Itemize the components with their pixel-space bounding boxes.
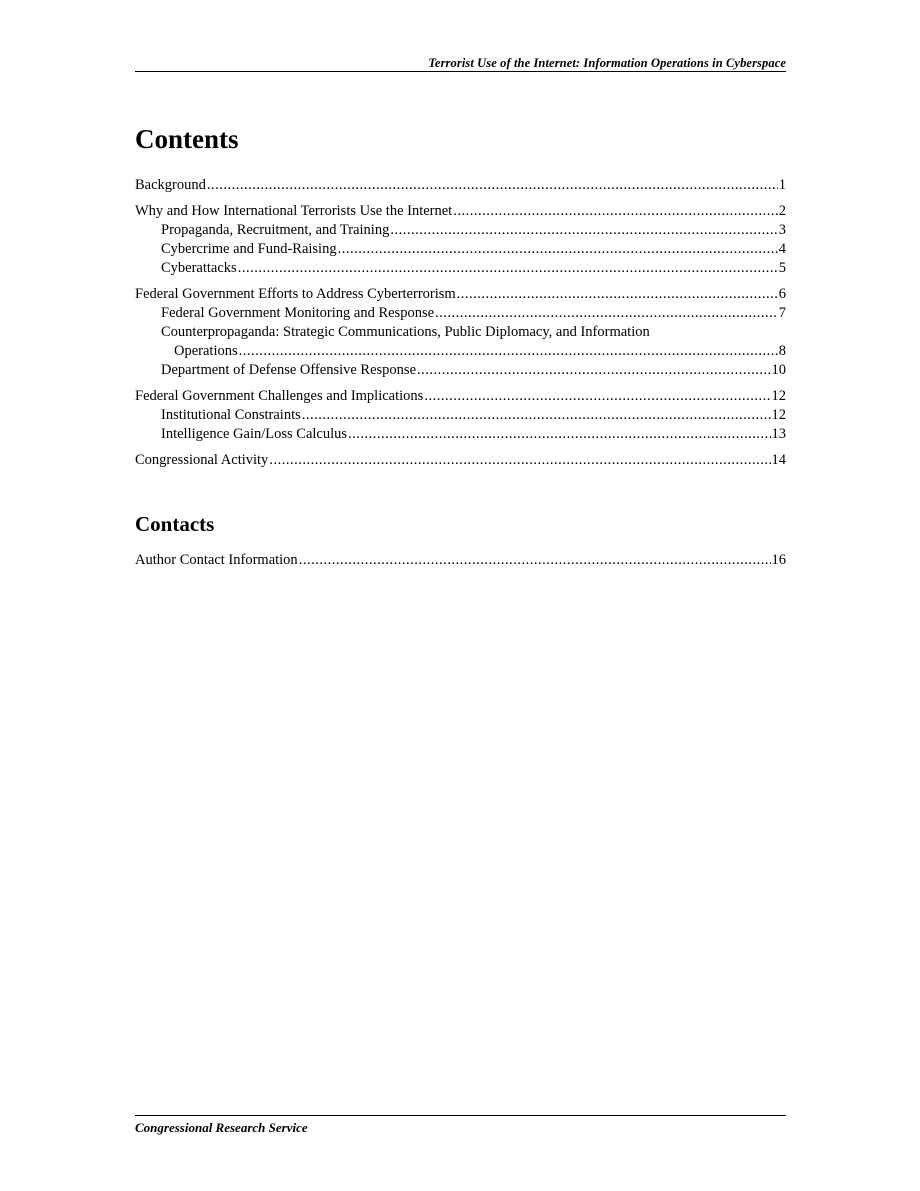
toc-entry-label: Author Contact Information [135, 552, 298, 568]
toc-page-number: 3 [778, 222, 786, 238]
toc-entry-label: Intelligence Gain/Loss Calculus [161, 426, 348, 442]
toc-entry-federal-challenges[interactable] [135, 387, 786, 406]
toc-entry-label: Cyberattacks [161, 260, 237, 276]
toc-entry-dod-offensive[interactable] [135, 361, 786, 380]
contacts-title: Contacts [135, 512, 215, 536]
toc-leader-dots [417, 361, 770, 380]
toc-entry-congressional[interactable] [135, 451, 786, 470]
toc-page-number: 7 [778, 305, 786, 321]
toc-leader-dots [457, 285, 778, 304]
header-rule [135, 71, 786, 72]
toc-page-number: 16 [771, 552, 786, 568]
toc-page-number: 10 [771, 362, 786, 378]
toc-page-number: 8 [778, 343, 786, 359]
toc-page-number: 2 [778, 203, 786, 219]
toc-page-number: 1 [778, 177, 786, 193]
toc-leader-dots [424, 387, 770, 406]
toc-leader-dots [238, 259, 778, 278]
toc-entry-intelligence[interactable] [135, 425, 786, 444]
toc-entry-federal-efforts[interactable] [135, 285, 786, 304]
toc-entry-label: Federal Government Efforts to Address Cyberterrorism [135, 286, 456, 302]
toc-entry-author-contact[interactable] [135, 551, 786, 570]
toc-entry-cyberattacks[interactable] [135, 259, 786, 278]
toc-leader-dots [302, 406, 771, 425]
toc-leader-dots [269, 451, 770, 470]
toc-entry-institutional[interactable] [135, 406, 786, 425]
toc-leader-dots [390, 221, 777, 240]
toc-page-number: 12 [771, 388, 786, 404]
toc-entry-propaganda[interactable] [135, 221, 786, 240]
toc-entry-cybercrime[interactable] [135, 240, 786, 259]
toc-entry-label: Congressional Activity [135, 452, 269, 468]
toc-page-number: 12 [771, 407, 786, 423]
toc-entry-label: Why and How International Terrorists Use the Internet [135, 203, 453, 219]
toc-page-number: 6 [778, 286, 786, 302]
toc-entry-label: Federal Government Monitoring and Response [161, 305, 435, 321]
toc-entry-label: Cybercrime and Fund-Raising [161, 241, 337, 257]
toc-leader-dots [435, 304, 778, 323]
toc-entry-label: Counterpropaganda: Strategic Communications, Public Diplomacy, and Information [161, 324, 650, 340]
toc-entry-monitoring[interactable] [135, 304, 786, 323]
contents-title: Contents [135, 124, 239, 154]
running-header: Terrorist Use of the Internet: Information Operations in Cyberspace [428, 56, 786, 70]
toc-entry-background[interactable] [135, 176, 786, 195]
toc-leader-dots [338, 240, 778, 259]
toc-entry-label-continuation: Operations [174, 343, 238, 359]
toc-leader-dots [299, 551, 771, 570]
footer-text: Congressional Research Service [135, 1120, 308, 1135]
toc-leader-dots [453, 202, 778, 221]
document-page [135, 0, 786, 1191]
toc-page-number: 13 [771, 426, 786, 442]
toc-entry-counterpropaganda-continued[interactable] [135, 342, 786, 361]
toc-entry-label: Federal Government Challenges and Implications [135, 388, 424, 404]
toc-entry-why-and-how[interactable] [135, 202, 786, 221]
toc-entry-label: Propaganda, Recruitment, and Training [161, 222, 390, 238]
toc-page-number: 14 [771, 452, 786, 468]
toc-page-number: 4 [778, 241, 786, 257]
toc-leader-dots [207, 176, 778, 195]
toc-entry-counterpropaganda[interactable] [135, 323, 786, 342]
toc-entry-label: Institutional Constraints [161, 407, 301, 423]
toc-page-number: 5 [778, 260, 786, 276]
contacts-toc [135, 551, 786, 570]
contents-toc [135, 176, 786, 470]
toc-leader-dots [348, 425, 770, 444]
toc-leader-dots [239, 342, 778, 361]
footer-rule [135, 1115, 786, 1116]
toc-entry-label: Department of Defense Offensive Response [161, 362, 417, 378]
toc-entry-label: Background [135, 177, 206, 193]
